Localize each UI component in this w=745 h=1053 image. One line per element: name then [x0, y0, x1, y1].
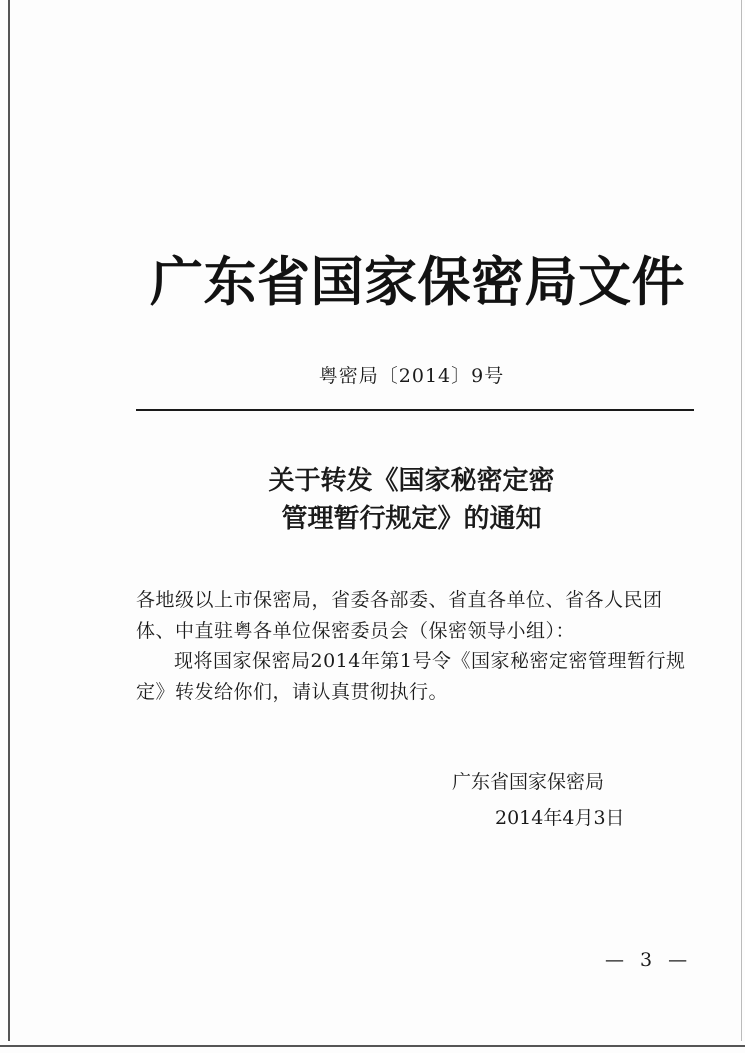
- scan-bottom-edge: [0, 1041, 745, 1053]
- title-line: 管理暂行规定》的通知: [281, 504, 542, 534]
- notice-paragraph: 现将国家保密局2014年第1号令《国家秘密定密管理暂行规定》转发给你们，请认真贯彻执行。: [136, 650, 686, 703]
- document-number: 粤密局〔2014〕9号: [318, 365, 505, 387]
- page-number: — 3 —: [605, 949, 693, 971]
- document-header: 广东省国家保密局文件: [150, 252, 685, 313]
- document-body: [136, 585, 696, 707]
- document-title: [0, 462, 745, 538]
- title-line: 关于转发《国家秘密定密: [268, 466, 555, 496]
- issuing-organization: 广东省国家保密局: [452, 771, 605, 793]
- issue-date: 2014年4月3日: [495, 807, 625, 829]
- recipient-list: 各地级以上市保密局，省委各部委、省直各单位、省各人民团体、中直驻粤各单位保密委员会（保密领导小组）：: [136, 589, 663, 642]
- header-divider: [136, 409, 694, 411]
